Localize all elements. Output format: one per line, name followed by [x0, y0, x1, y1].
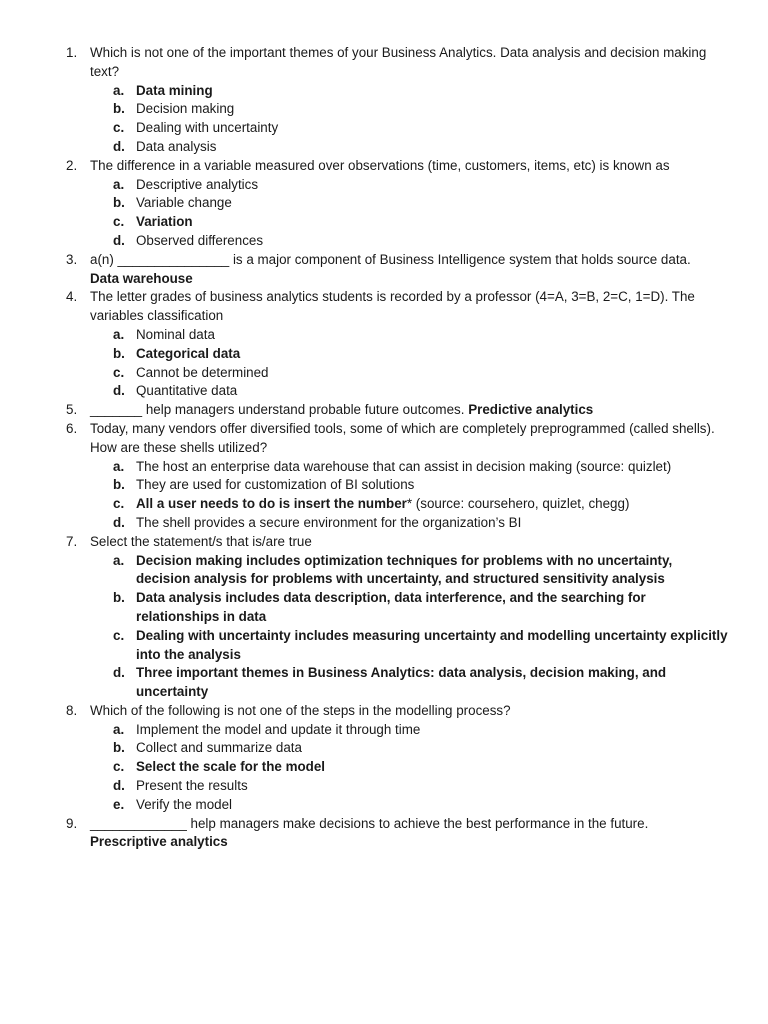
- question-text: Which is not one of the important themes of your Business Analytics. Data analysis and decision making text?: [90, 45, 707, 79]
- question-number: 8.: [66, 702, 78, 718]
- option-letter: d.: [113, 138, 125, 154]
- question-number: 5.: [66, 402, 78, 418]
- question-text: a(n) _______________ is a major component of Business Intelligence system that holds source data.: [90, 251, 691, 267]
- option-text: They are used for customization of BI solutions: [136, 477, 415, 493]
- option-text: Data mining: [136, 82, 213, 98]
- question-3: [0, 251, 768, 270]
- option-letter: d.: [113, 778, 125, 794]
- option-8-a: [0, 721, 768, 740]
- option-4-d: [0, 382, 768, 401]
- option-text: Data analysis includes data description, data interference, and the searching for relationships in data: [136, 590, 646, 624]
- option-text: Dealing with uncertainty: [136, 120, 279, 136]
- option-letter: b.: [113, 345, 125, 361]
- option-text: Nominal data: [136, 326, 215, 342]
- question-number: 6.: [66, 420, 78, 436]
- option-4-a: [0, 326, 768, 345]
- option-6-a: [0, 458, 768, 477]
- option-7-d: [0, 664, 768, 702]
- option-text: Data analysis: [136, 138, 217, 154]
- option-2-a: [0, 176, 768, 195]
- option-2-d: [0, 232, 768, 251]
- question-text: Which of the following is not one of the steps in the modelling process?: [90, 702, 511, 718]
- option-text: Categorical data: [136, 345, 241, 361]
- option-text: All a user needs to do is insert the number: [136, 496, 407, 512]
- option-text: Present the results: [136, 778, 248, 794]
- option-letter: d.: [113, 665, 125, 681]
- question-number: 3.: [66, 251, 78, 267]
- option-letter: a.: [113, 458, 125, 474]
- option-1-c: [0, 119, 768, 138]
- option-2-b: [0, 194, 768, 213]
- option-text: Decision making includes optimization techniques for problems with no uncertainty, decision analysis for problems with uncertainty, and structured sensitivity analysis: [136, 552, 673, 587]
- question-text: _____________ help managers make decisions to achieve the best performance in the future.: [90, 815, 649, 831]
- option-text: Variation: [136, 214, 193, 230]
- question-number: 1.: [66, 45, 78, 60]
- option-letter: b.: [113, 740, 125, 756]
- answer-text: Predictive analytics: [468, 402, 594, 418]
- question-number: 2.: [66, 157, 78, 173]
- option-text: Descriptive analytics: [136, 176, 259, 192]
- option-7-c: [0, 627, 768, 665]
- option-letter: c.: [113, 214, 125, 230]
- question-7: [0, 533, 768, 552]
- option-text: Decision making: [136, 101, 235, 117]
- option-letter: a.: [113, 82, 125, 98]
- question-text: The letter grades of business analytics students is recorded by a professor (4=A, 3=B, 2=C, 1=D). The variables classification: [90, 289, 695, 324]
- option-letter: d.: [113, 232, 125, 248]
- option-text: Cannot be determined: [136, 364, 269, 380]
- option-text: Select the scale for the model: [136, 759, 326, 775]
- question-number: 7.: [66, 533, 78, 549]
- question-9: [0, 815, 768, 834]
- quiz-document: [0, 44, 768, 852]
- option-8-c: [0, 758, 768, 777]
- option-letter: b.: [113, 101, 125, 117]
- question-8: [0, 702, 768, 721]
- question-number: 9.: [66, 815, 78, 831]
- option-1-d: [0, 138, 768, 157]
- option-7-a: [0, 552, 768, 590]
- option-8-d: [0, 777, 768, 796]
- option-6-c: [0, 495, 768, 514]
- option-1-a: [0, 82, 768, 101]
- option-text: Dealing with uncertainty includes measuring uncertainty and modelling uncertainty explicitly into the analysis: [136, 627, 728, 662]
- option-text: Verify the model: [136, 796, 233, 812]
- option-letter: a.: [113, 552, 125, 568]
- option-letter: a.: [113, 176, 125, 192]
- answer-text: Data warehouse: [90, 270, 193, 286]
- option-4-c: [0, 364, 768, 383]
- option-text: Collect and summarize data: [136, 740, 302, 756]
- option-text: The host an enterprise data warehouse that can assist in decision making (source: quizlet): [136, 458, 672, 474]
- option-letter: c.: [113, 120, 125, 136]
- option-letter: c.: [113, 496, 125, 512]
- option-7-b: [0, 589, 768, 627]
- question-6: [0, 420, 768, 458]
- option-text: Quantitative data: [136, 383, 238, 399]
- option-letter: d.: [113, 383, 125, 399]
- option-letter: b.: [113, 195, 125, 211]
- question-5: [0, 401, 768, 420]
- question-text: Today, many vendors offer diversified tools, some of which are completely preprogrammed (called shells). How are these shells utilized?: [90, 420, 715, 455]
- option-6-b: [0, 476, 768, 495]
- option-source-note: * (source: coursehero, quizlet, chegg): [406, 496, 630, 512]
- option-letter: b.: [113, 477, 125, 493]
- option-8-b: [0, 739, 768, 758]
- question-text: The difference in a variable measured over observations (time, customers, items, etc) is known as: [90, 157, 670, 173]
- option-2-c: [0, 213, 768, 232]
- answer-text: Prescriptive analytics: [90, 834, 228, 850]
- option-letter: a.: [113, 721, 125, 737]
- option-6-d: [0, 514, 768, 533]
- option-1-b: [0, 100, 768, 119]
- option-letter: b.: [113, 590, 125, 606]
- option-text: Implement the model and update it through time: [136, 721, 421, 737]
- question-1: [0, 44, 768, 82]
- option-text: Three important themes in Business Analytics: data analysis, decision making, and uncertainty: [136, 665, 667, 700]
- option-text: The shell provides a secure environment for the organization’s BI: [136, 514, 522, 530]
- option-letter: a.: [113, 326, 125, 342]
- option-letter: d.: [113, 514, 125, 530]
- option-text: Variable change: [136, 195, 232, 211]
- option-text: Observed differences: [136, 232, 264, 248]
- question-4: [0, 288, 768, 326]
- question-text: Select the statement/s that is/are true: [90, 533, 312, 549]
- question-text: _______ help managers understand probable future outcomes.: [90, 402, 465, 418]
- option-letter: c.: [113, 627, 125, 643]
- question-number: 4.: [66, 289, 78, 305]
- option-4-b: [0, 345, 768, 364]
- question-2: [0, 157, 768, 176]
- option-letter: e.: [113, 796, 125, 812]
- option-letter: c.: [113, 364, 125, 380]
- option-letter: c.: [113, 759, 125, 775]
- option-8-e: [0, 796, 768, 815]
